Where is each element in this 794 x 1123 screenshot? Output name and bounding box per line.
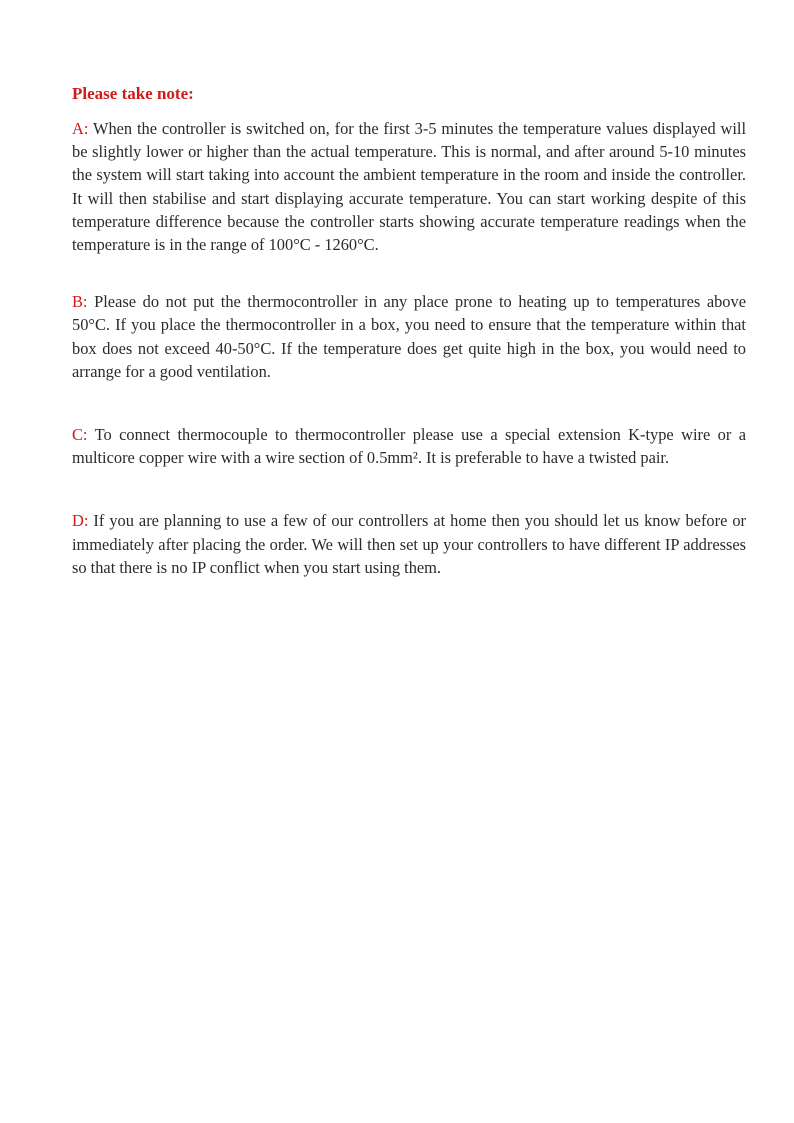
note-b-marker: B: (72, 292, 88, 312)
note-a (72, 117, 746, 256)
note-c-marker: C: (72, 425, 88, 445)
note-d-marker: D: (72, 511, 89, 531)
note-d-text: If you are planning to use a few of our controllers at home then you should let us know before or immediately after placing the order. We will then set up your controllers to have different IP addresses so that there is no IP conflict when you start using them. (72, 511, 747, 577)
note-c (72, 423, 746, 469)
note-a-marker: A: (72, 119, 89, 138)
note-a-text: When the controller is switched on, for the first 3-5 minutes the temperature values displayed will be slightly lower or higher than the actual temperature. This is normal, and after around 5-10 minutes the system will start taking into account the ambient temperature in the room and inside the controller. It will then stabilise and start displaying accurate temperature. You can start working despite of this temperature difference because the controller starts showing accurate temperature readings when the temperature is in the range of 100°C - 1260°C. (72, 119, 746, 255)
note-d (72, 509, 746, 579)
note-c-text: To connect thermocouple to thermocontroller please use a special extension K-type wire or a multicore copper wire with a wire section of 0.5mm². It is preferable to have a twisted pair. (72, 425, 746, 468)
notes-section (72, 82, 746, 579)
note-b (72, 290, 746, 383)
page-heading: Please take note: (72, 84, 194, 103)
note-b-text: Please do not put the thermocontroller in any place prone to heating up to temperatures above 50°C. If you place the thermocontroller in a box, you need to ensure that the temperature within that box does not exceed 40-50°C. If the temperature does get quite high in the box, you would need to arrange for a good ventilation. (72, 292, 746, 381)
